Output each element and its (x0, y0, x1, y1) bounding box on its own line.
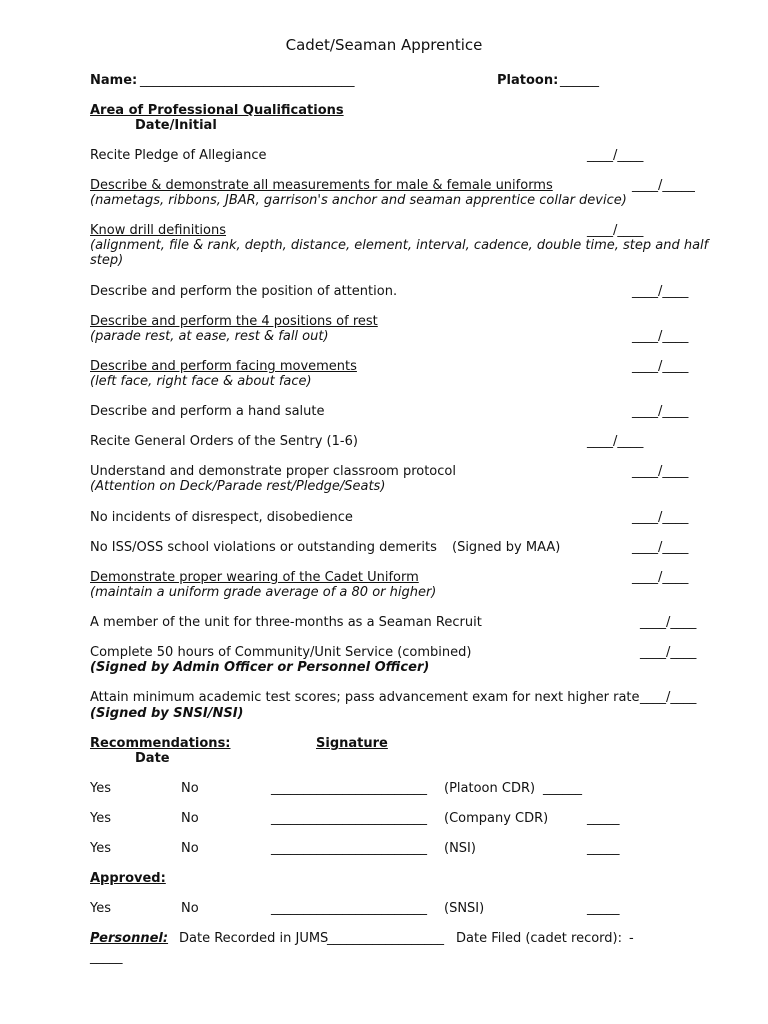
date-recorded-line: __________________ (327, 931, 444, 946)
item-blank: ____/____ (587, 434, 644, 449)
item-subtext: (nametags, ribbons, JBAR, garrison's anchor and seaman apprentice collar device) (90, 193, 627, 208)
signature-line: ________________________ (271, 841, 427, 856)
platoon-line: ______ (560, 73, 599, 88)
item-text: Describe and perform a hand salute (90, 404, 325, 419)
date-recorded-label: Date Recorded in JUMS (179, 931, 329, 946)
signoff-date-line: _____ (587, 901, 620, 916)
item-text: Describe and perform facing movements (90, 359, 357, 374)
signature-line: ________________________ (271, 901, 427, 916)
date-filed-label: Date Filed (cadet record): (456, 931, 622, 946)
item-blank: ____/____ (632, 570, 689, 585)
date-filed-line: _____ (90, 950, 123, 965)
item-subtext: (parade rest, at ease, rest & fall out) (90, 329, 329, 344)
signoff-date-line: _____ (587, 841, 620, 856)
item-blank: ____/____ (640, 645, 697, 660)
item-text: Understand and demonstrate proper classroom protocol (90, 464, 456, 479)
no-option: No (181, 901, 199, 916)
no-option: No (181, 811, 199, 826)
item-blank: ____/____ (632, 540, 689, 555)
item-blank: ____/____ (632, 329, 689, 344)
section-heading: Area of Professional Qualifications (90, 103, 344, 118)
name-line: _________________________________ (140, 73, 355, 88)
item-blank: ____/____ (632, 359, 689, 374)
item-blank: ____/____ (632, 404, 689, 419)
item-text: No ISS/OSS school violations or outstanding demerits (90, 540, 437, 555)
item-blank: ____/_____ (632, 178, 695, 193)
yes-option: Yes (90, 901, 111, 916)
item-text: Know drill definitions (90, 223, 227, 238)
item-blank: ____/____ (632, 464, 689, 479)
signature-label: Signature (316, 736, 388, 751)
signature-line: ________________________ (271, 811, 427, 826)
platoon-label: Platoon: (497, 73, 559, 88)
name-label: Name: (90, 73, 138, 88)
item-text: Describe & demonstrate all measurements for male & female uniforms (90, 178, 553, 193)
title: Cadet/Seaman Apprentice (285, 36, 483, 54)
item-text: Demonstrate proper wearing of the Cadet Uniform (90, 570, 419, 585)
date-label: Date (135, 751, 170, 766)
item-text: Describe and perform the position of attention. (90, 284, 398, 299)
signoff-role: (Company CDR) (444, 811, 549, 826)
item-blank: ____/____ (640, 615, 697, 630)
recommendations-label: Recommendations: (90, 736, 231, 751)
item-text: A member of the unit for three-months as a Seaman Recruit (90, 615, 482, 630)
approved-label: Approved: (90, 871, 166, 886)
item-blank: ____/____ (640, 690, 697, 705)
date-filed-dash: - (629, 931, 634, 946)
signoff-role: (Platoon CDR) (444, 781, 536, 796)
item-subtext: (Signed by Admin Officer or Personnel Officer) (90, 660, 430, 675)
signature-line: ________________________ (271, 781, 427, 796)
yes-option: Yes (90, 811, 111, 826)
no-option: No (181, 781, 199, 796)
item-text: Recite General Orders of the Sentry (1-6) (90, 434, 358, 449)
item-subtext: (alignment, file & rank, depth, distance, element, interval, cadence, double time, step and half (90, 238, 709, 253)
item-text: No incidents of disrespect, disobedience (90, 510, 353, 525)
item-text: Recite Pledge of Allegiance (90, 148, 267, 163)
item-subtext: (Signed by SNSI/NSI) (90, 706, 244, 721)
item-text: Complete 50 hours of Community/Unit Service (combined) (90, 645, 472, 660)
item-note: (Signed by MAA) (452, 540, 561, 555)
signoff-role: (NSI) (444, 841, 476, 856)
item-text: Attain minimum academic test scores; pass advancement exam for next higher rate (90, 690, 640, 705)
no-option: No (181, 841, 199, 856)
date-initial-label: Date/Initial (135, 118, 217, 133)
item-subtext: (maintain a uniform grade average of a 80 or higher) (90, 585, 437, 600)
item-subtext: step) (90, 253, 124, 268)
signoff-date-line: ______ (543, 781, 582, 796)
signoff-date-line: _____ (587, 811, 620, 826)
item-blank: ____/____ (587, 148, 644, 163)
yes-option: Yes (90, 841, 111, 856)
personnel-label: Personnel: (90, 931, 169, 946)
item-subtext: (Attention on Deck/Parade rest/Pledge/Seats) (90, 479, 386, 494)
item-blank: ____/____ (632, 510, 689, 525)
yes-option: Yes (90, 781, 111, 796)
item-subtext: (left face, right face & about face) (90, 374, 312, 389)
item-blank: ____/____ (587, 223, 644, 238)
signoff-role: (SNSI) (444, 901, 485, 916)
item-text: Describe and perform the 4 positions of rest (90, 314, 378, 329)
item-blank: ____/____ (632, 284, 689, 299)
